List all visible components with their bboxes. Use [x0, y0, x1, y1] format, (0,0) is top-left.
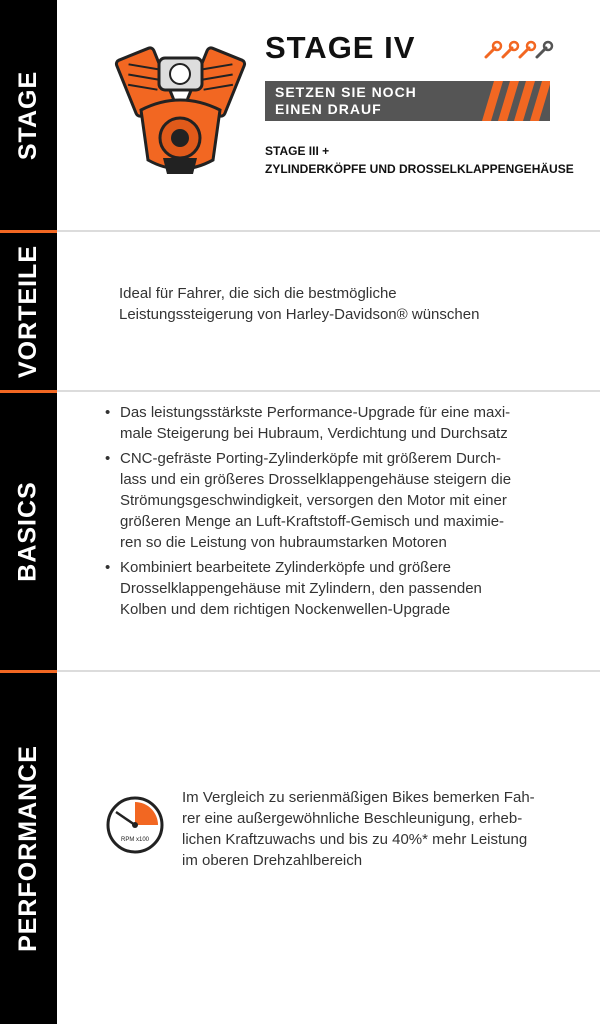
stage-subtitle: STAGE III + ZYLINDERKÖPFE UND DROSSELKLAPPENGEHÄUSE: [265, 144, 574, 176]
section-divider: [57, 670, 600, 672]
performance-text: Im Vergleich zu serienmäßigen Bikes bemerken Fah- rer eine außergewöhnliche Beschleunigung, erheb- lichen Kraftzuwachs und bis zu 40%* mehr Leistung im oberen Drehzahlbereich: [182, 789, 535, 869]
list-item: • Das leistungsstärkste Performance-Upgrade für eine maxi- male Steigerung bei Hubraum, Verdichtung und Durchsatz: [105, 402, 555, 444]
section-divider: [57, 390, 600, 392]
wrench-rating: [484, 40, 554, 60]
stage-title: STAGE IV: [265, 30, 416, 65]
wrench-icon: [520, 42, 535, 57]
rail-label-stage: STAGE: [14, 70, 43, 160]
rail-label-performance: PERFORMANCE: [14, 745, 42, 952]
section-divider: [57, 230, 600, 232]
wrench-icon: [486, 42, 501, 57]
list-item: • CNC-gefräste Porting-Zylinderköpfe mit größerem Durch- lass und ein größeres Drosselklappengehäuse steigern die Strömungsgeschwindigkeit, versorgen den Motor mit einer größeren Menge an Luft-Kraftstoff-Gemisch und maximie- ren so die Leistung von hubraumstarken Motoren: [105, 448, 555, 553]
basics-list: [105, 402, 555, 624]
wrench-icon: [537, 42, 552, 57]
vorteile-text: Ideal für Fahrer, die sich die bestmögliche Leistungssteigerung von Harley-Davidson® wünschen: [119, 285, 480, 323]
tachometer-icon: [104, 796, 166, 854]
banner-line: SETZEN SIE NOCH: [275, 84, 417, 100]
engine-icon: [113, 40, 248, 180]
list-item: • Kombiniert bearbeitete Zylinderköpfe und größere Drosselklappengehäuse mit Zylindern, den passenden Kolben und dem richtigen Nockenwellen-Upgrade: [105, 557, 555, 620]
rail-label-basics: BASICS: [14, 481, 42, 582]
rail-label-vorteile: VORTEILE: [14, 244, 43, 379]
stripe-decoration: [470, 81, 550, 121]
banner-line: EINEN DRAUF: [275, 101, 382, 117]
tagline-banner: [265, 81, 550, 121]
gauge-label: RPM x100: [120, 837, 150, 843]
wrench-icon: [503, 42, 518, 57]
